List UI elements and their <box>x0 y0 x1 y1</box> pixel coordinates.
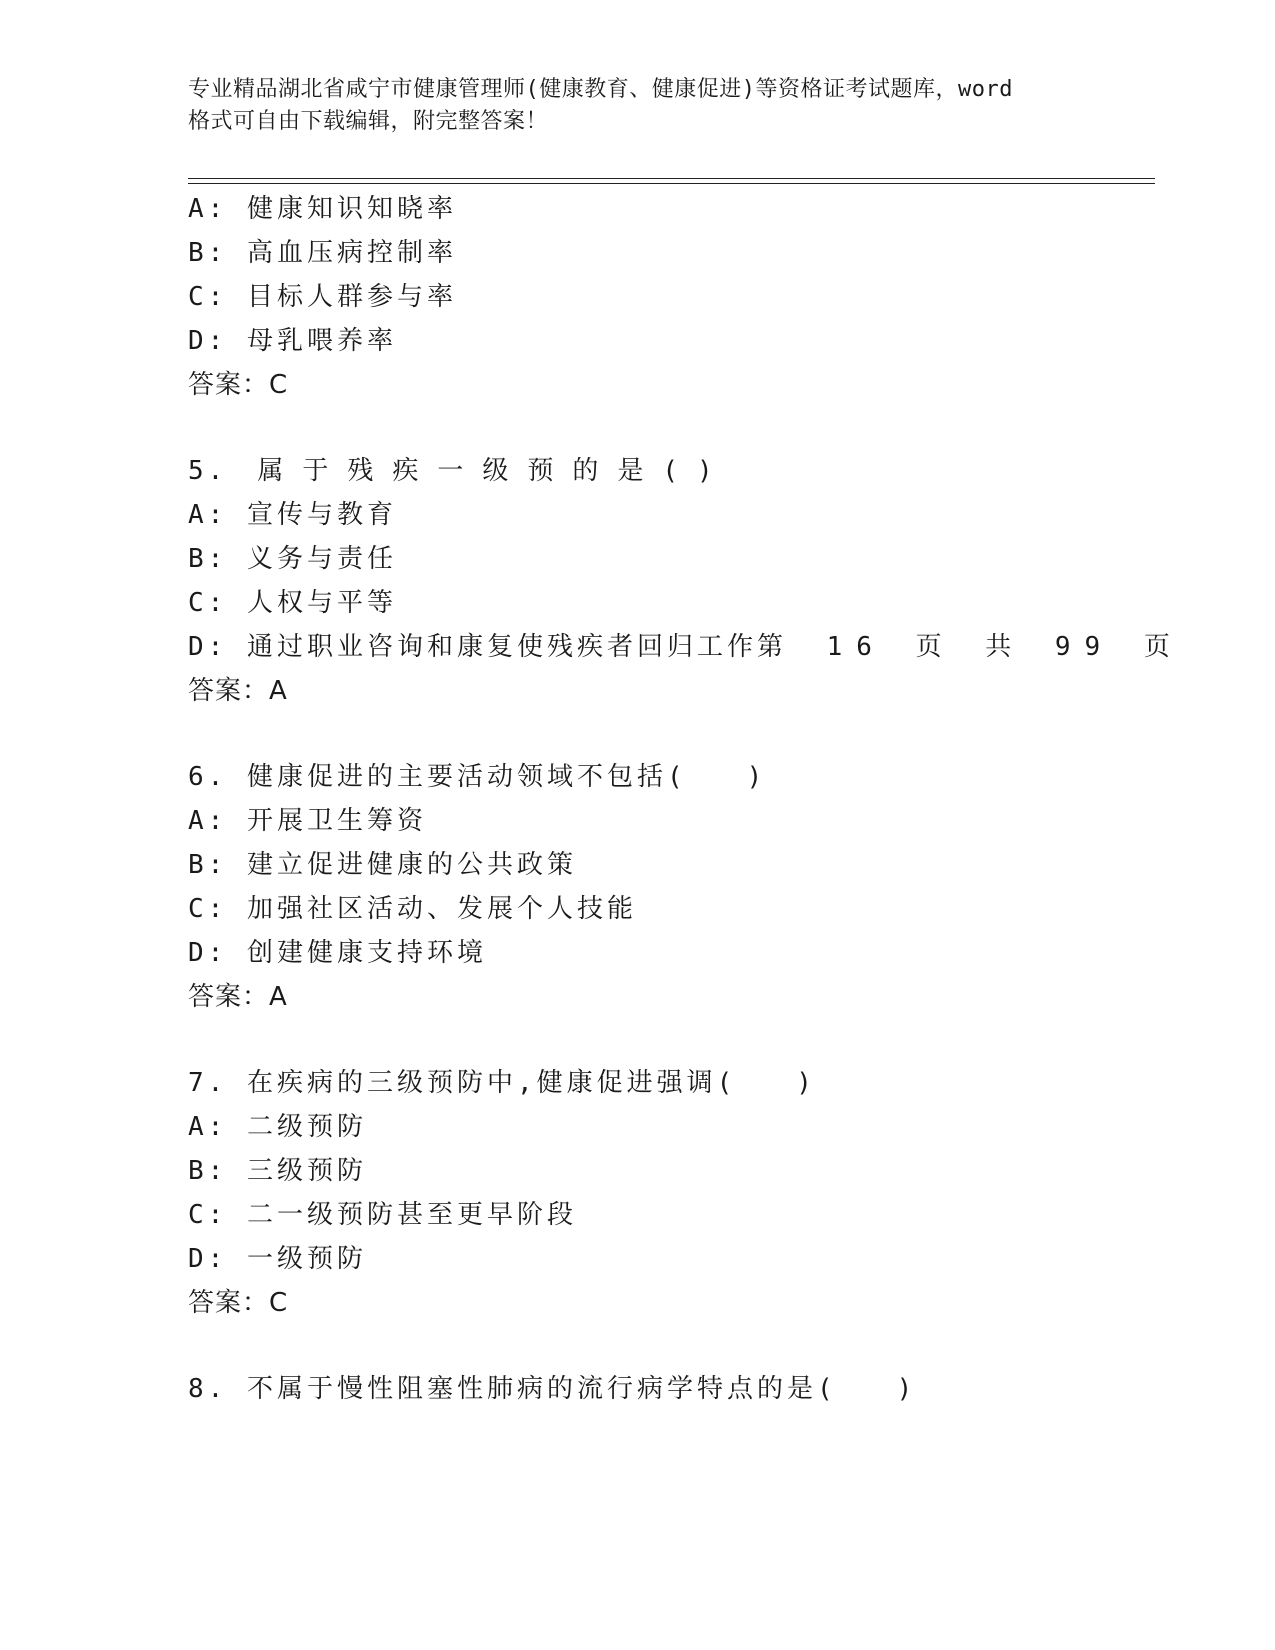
q6-option-c: C: 加强社区活动、发展个人技能 <box>188 894 637 924</box>
q7-answer: 答案：C <box>188 1288 289 1318</box>
header-rule-bottom <box>188 183 1155 184</box>
header-line-1: 专业精品湖北省咸宁市健康管理师(健康教育、健康促进)等资格证考试题库，word <box>188 77 1013 102</box>
q5-option-a: A: 宣传与教育 <box>188 500 397 530</box>
q5-question-text: 属于残疾一级预的是() <box>257 456 732 486</box>
q7-option-d: D: 一级预防 <box>188 1244 367 1274</box>
q6-option-d: D: 创建健康支持环境 <box>188 938 487 968</box>
q5-option-b: B: 义务与责任 <box>188 544 397 574</box>
q5-answer: 答案：A <box>188 676 288 706</box>
q4-answer: 答案：C <box>188 370 289 400</box>
q5-number: 5. <box>188 456 228 486</box>
q6-option-a: A: 开展卫生筹资 <box>188 806 427 836</box>
q4-option-d: D: 母乳喂养率 <box>188 326 397 356</box>
q5-option-d: D: 通过职业咨询和康复使残疾者回归工作 <box>188 632 757 662</box>
q4-option-c: C: 目标人群参与率 <box>188 282 457 312</box>
q7-option-c: C: 二一级预防甚至更早阶段 <box>188 1200 577 1230</box>
document-header <box>188 74 1088 138</box>
header-rule-top <box>188 178 1155 179</box>
q7-option-b: B: 三级预防 <box>188 1156 367 1186</box>
q6-question: 6. 健康促进的主要活动领域不包括( ) <box>188 762 767 792</box>
q6-answer: 答案：A <box>188 982 288 1012</box>
q5-question <box>188 454 732 488</box>
header-line-2: 格式可自由下载编辑，附完整答案！ <box>188 109 549 134</box>
q6-option-b: B: 建立促进健康的公共政策 <box>188 850 577 880</box>
q4-option-a: A: 健康知识知晓率 <box>188 194 457 224</box>
q8-question: 8. 不属于慢性阻塞性肺病的流行病学特点的是( ) <box>188 1374 917 1404</box>
q5-option-d-line <box>188 630 1184 664</box>
q7-question: 7. 在疾病的三级预防中,健康促进强调( ) <box>188 1068 816 1098</box>
q7-option-a: A: 二级预防 <box>188 1112 367 1142</box>
page-number: 第 16 页 共 99 页 <box>756 632 1184 662</box>
q4-option-b: B: 高血压病控制率 <box>188 238 457 268</box>
q5-option-c: C: 人权与平等 <box>188 588 397 618</box>
